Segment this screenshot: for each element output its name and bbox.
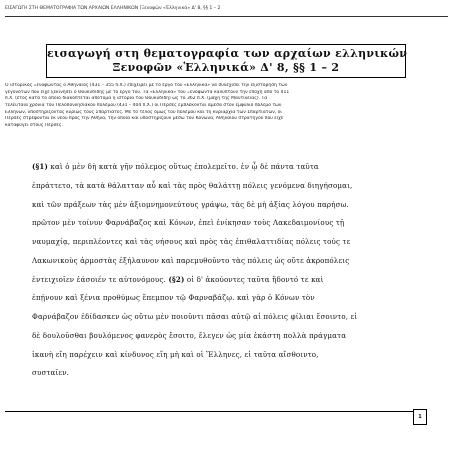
section-marker: (§2) [165, 274, 185, 284]
text-segment: πρῶτον μὲν τοίνυν Φαρνάβαζος καὶ Κόνων, ἐπεὶ ἐνίκησαν τοὺς Λακεδαιμονίους τῇ [32, 218, 345, 228]
page-number: 1 [413, 409, 427, 425]
intro-line: Πέρσες στρέφονται εκ νέου προς την Αθήνα, την οποία και υποστηρίζουν μέσω του Κόνωνα, Αθηναίου στρατηγού που είχε [5, 116, 284, 122]
text-segment: Λακωνικοὺς ἁρμοστὰς ἐξήλαυνον καὶ παρεμυθοῦντο τὰς πόλεις ὡς οὔτε ἀκροπόλεις [32, 255, 350, 265]
text-segment: ἐπῄνουν καὶ ξένια προθύμως ἔπεμπον τῷ Φαρναβάζῳ. καὶ γὰρ ὁ Κόνων τὸν [32, 293, 315, 303]
text-line [32, 233, 428, 252]
text-line [32, 289, 428, 308]
intro-line: τελευταία χρόνια του Πελοποννησιακού πολέμου (431 – 404 π.Χ.) οι Πέρσες εμπλέκονται άμεσα στον εμφύλιο πόλεμο των [5, 103, 282, 109]
text-segment: ἱκανὴ εἴη παρέχειν καὶ κίνδυνος εἴη μὴ καὶ οἱ Ἕλληνες, εἰ ταῦτα αἴσθοιντο, [32, 349, 319, 359]
text-segment: Φαρνάβαζον ἐδίδασκεν ὡς οὕτω μὲν ποιοῦντι πᾶσαι αὐτῷ αἱ πόλεις φίλιαι ἔσοιντο, εἰ [32, 312, 358, 321]
text-line [32, 327, 428, 346]
intro-line: Ο ιστορικός Ξενοφώντας ο Αθηναίος (431 – 355 π.Χ.) επιχειρεί με το έργο του «Ελληνικά» να συνεχίσει την εξιστόρηση των [5, 83, 288, 88]
text-line [32, 177, 428, 196]
text-line [32, 158, 428, 177]
title-box [46, 44, 406, 78]
text-line [32, 364, 428, 383]
text-line [32, 271, 428, 290]
text-line [32, 196, 428, 215]
text-line [32, 308, 428, 327]
text-segment: συσταῖεν. [32, 368, 70, 378]
greek-text [32, 158, 428, 383]
text-segment: καὶ τῶν πράξεων τὰς μὲν ἀξιομνημονεύτους γράψω, τὰς δὲ μὴ ἀξίας λόγου παρήσω. [32, 199, 349, 209]
running-head: ΕΙΣΑΓΩΓΗ ΣΤΗ ΘΕΜΑΤΟΓΡΑΦΙΑ ΤΩΝ ΑΡΧΑΙΩΝ ΕΛΛΗΝΙΚΩΝ [Ξενοφῶν «Ἑλληνικά» Δ' 8, §§ 1 – 2 [5, 4, 448, 17]
footer-rule [5, 411, 415, 412]
text-segment: καὶ ὁ μὲν δὴ κατὰ γῆν πόλεμος οὕτως ἐπολεμεῖτο. ἐν ᾧ δὲ πάντα ταῦτα [47, 162, 319, 171]
text-segment: ἐντειχιοῖεν ἐάσοιέν τε αὐτονόμους. [32, 274, 166, 284]
title-main: εισαγωγή στη θεματογραφία των αρχαίων ελληνικών [47, 47, 408, 60]
text-line [32, 252, 428, 271]
text-segment: ἐπράττετο, τὰ κατὰ θάλατταν αὖ καὶ τὰς πρὸς θαλάττῃ πόλεις γενόμενα διηγήσομαι, [32, 180, 353, 190]
document-page [5, 4, 448, 449]
section-marker: (§1) [32, 162, 48, 171]
text-segment: δὲ δουλοῦσθαι βουλόμενος φανερὸς ἔσοιτο, ἔλεγεν ὡς μία ἑκάστη πολλὰ πράγματα [32, 330, 347, 340]
intro-line: καταφύγει στους Πέρσες. [5, 123, 63, 129]
intro-line: Ελλήνων, υποστηρίζοντας κυρίως τους Σπαρτιάτες. Με το τέλος όμως του πολέμου και τη κυριαρχία των Σπαρτιατών, οι [5, 109, 282, 115]
intro-paragraph [5, 83, 448, 130]
text-segment: ναυμαχίᾳ, περιπλέοντες καὶ τὰς νήσους καὶ πρὸς τὰς ἐπιθαλαττιδίας πόλεις τούς τε [32, 237, 351, 246]
text-segment: οἱ δ' ἀκούοντες ταῦτα ἥδοντό τε καὶ [184, 274, 324, 284]
intro-line: π.Χ. (έτος κατά το οποίο διακόπτεται απότομα η ιστορία του Θουκυδίδη) ως το 362 π.Χ. (μάχη της Μαντίνειας). Τα [5, 96, 268, 102]
title-sub: Ξενοφῶν «Ἑλληνικά» Δ' 8, §§ 1 – 2 [112, 61, 340, 74]
text-line [32, 346, 428, 365]
intro-line: γεγονότων που είχε ξεκινήσει ο Θουκυδίδης με το έργο του. Τα «Ελληνικά» του Ξενοφώντα καλύπτουν την εποχή από το 411 [5, 89, 290, 95]
text-line [32, 214, 428, 233]
